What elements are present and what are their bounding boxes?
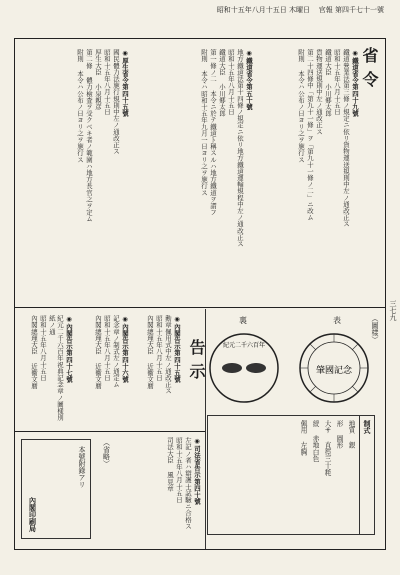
ordinance-line: 昭和十五年八月十五日 (227, 49, 235, 115)
notice-line: 昭和十五年八月十五日 (175, 437, 183, 503)
notice-title: ◉內閣告示第四十五號 (173, 315, 181, 383)
medal-back (205, 329, 283, 407)
notice-block-2 (77, 315, 129, 425)
notice-line: 紀元二千六百年祝典記念章ノ圖樣別紙ノ通 (48, 315, 64, 421)
ordinance-block-3 (21, 49, 129, 301)
reverse-chars: 紀元二千六百年 (222, 342, 266, 349)
spec-row: 大サ 直徑三十粍 (323, 420, 331, 476)
ordinance-line: 附則 本令ハ公布ノ日ヨリ之ヲ施行ス (76, 49, 84, 163)
notice-title: ◉內閣告示第四十六號 (121, 315, 129, 383)
spec-row: 綬 赤地白色 (311, 420, 319, 463)
ordinance-title: ◉鐵道省令第五十號 (245, 49, 253, 110)
figure-panel (203, 315, 379, 541)
notice-block-3 (21, 315, 73, 425)
header-date: 昭和十五年八月十五日 木曜日 (216, 6, 310, 14)
ordinance-title: ◉厚生省令第四十五號 (121, 49, 129, 117)
ordinance-line: 鐵道大臣 小川郷太郎 (324, 49, 332, 117)
front-label: 表 (333, 316, 341, 325)
spec-row: 形 圓形 (335, 420, 343, 449)
ordinance-line: 昭和十五年八月十五日 (103, 49, 111, 115)
medal-front (295, 329, 373, 407)
footer-note: （省略） (102, 439, 111, 467)
spec-row: 佩用 左胸 (299, 420, 307, 456)
notice-line: 內閣總理大臣 近衞文麿 (146, 315, 154, 390)
ordinance-line: 昭和十五年八月十五日 (333, 49, 341, 115)
page-frame (14, 38, 386, 550)
notice-block-4 (125, 437, 201, 541)
notice-line: 昭和十五年八月十五日 (155, 315, 163, 381)
ordinance-block-2 (135, 49, 253, 301)
ordinance-line: 厚生大臣 小泉親彦 (94, 49, 102, 110)
publisher-box (21, 439, 91, 539)
ordinance-line: 第二十四條中「第九十一條」ヲ「第九十一條ノ二」ニ改ム (306, 49, 314, 221)
notice-line: 司法大臣 風見章 (166, 437, 174, 492)
notice-line: 記念章ノ制式左ノ通定ム (112, 315, 120, 388)
section-divider (15, 307, 385, 308)
ordinance-block-1 (259, 49, 359, 301)
obverse-chars: 肇國記念 (315, 366, 353, 376)
bottom-left-note: 本號附錄アリ (78, 446, 86, 488)
spec-rows (210, 420, 356, 530)
publisher: 內閣印刷局 (28, 497, 38, 532)
ordinance-line: 國民體力法施行規則中左ノ通改正ス (112, 49, 120, 155)
notice-line: 勳章佩用式中左ノ通改正ス (164, 315, 172, 395)
notice-line: 昭和十五年八月十五日 (39, 315, 47, 381)
section-title-notices: 告示 (187, 339, 206, 387)
notice-line: 內閣總理大臣 近衞文麿 (94, 315, 102, 390)
notice-title: ◉司法省告示第四十號 (193, 437, 201, 505)
back-label: 裏 (239, 316, 247, 325)
spec-table (207, 415, 375, 535)
ordinance-line: 鐵道大臣 小川郷太郎 (218, 49, 226, 117)
notice-block-1 (133, 315, 181, 425)
spec-row: 地質 銀 (347, 420, 355, 449)
ordinance-line: 貨物運送規則中左ノ通改正ス (315, 49, 323, 135)
ordinance-line: 鐵道營業法第三條ノ規定ニ依リ貨物運送規則中左ノ通改正ス (342, 49, 350, 228)
header-issue: 官報 第四千七十一號 (318, 6, 384, 14)
notice-line: 內閣總理大臣 近衞文麿 (30, 315, 38, 390)
ordinance-line: 附則 本令ハ昭和十五年九月一日ヨリ之ヲ施行ス (200, 49, 208, 196)
ordinance-line: 第一條ノ二 本令ニ於テ鐵道ト稱スルハ地方鐵道ヲ謂フ (209, 49, 217, 216)
notice-line: 左記ノ者ハ辯護士試驗ニ合格ス (184, 437, 192, 530)
ordinance-line: 地方鐵道法第十四條ノ規定ニ依リ地方鐵道運輸規程中左ノ通改正ス (236, 49, 244, 247)
ordinance-line: 第二條 體力檢査ヲ受クベキ者ノ範圍ハ地方長官之ヲ定ム (85, 49, 93, 223)
notice-line: 昭和十五年八月十五日 (103, 315, 111, 381)
notice-title: ◉內閣告示第四十七號 (65, 315, 73, 383)
page-number: 三七九 (389, 300, 397, 321)
section-title-ministerial: 省令 (360, 47, 379, 95)
ordinance-line: 附則 本令ハ公布ノ日ヨリ之ヲ施行ス (297, 49, 305, 163)
spec-header: 制式 (363, 420, 372, 434)
ordinance-title: ◉鐵道省令第四十九號 (351, 49, 359, 117)
figure-title: （圖樣） (371, 315, 379, 343)
